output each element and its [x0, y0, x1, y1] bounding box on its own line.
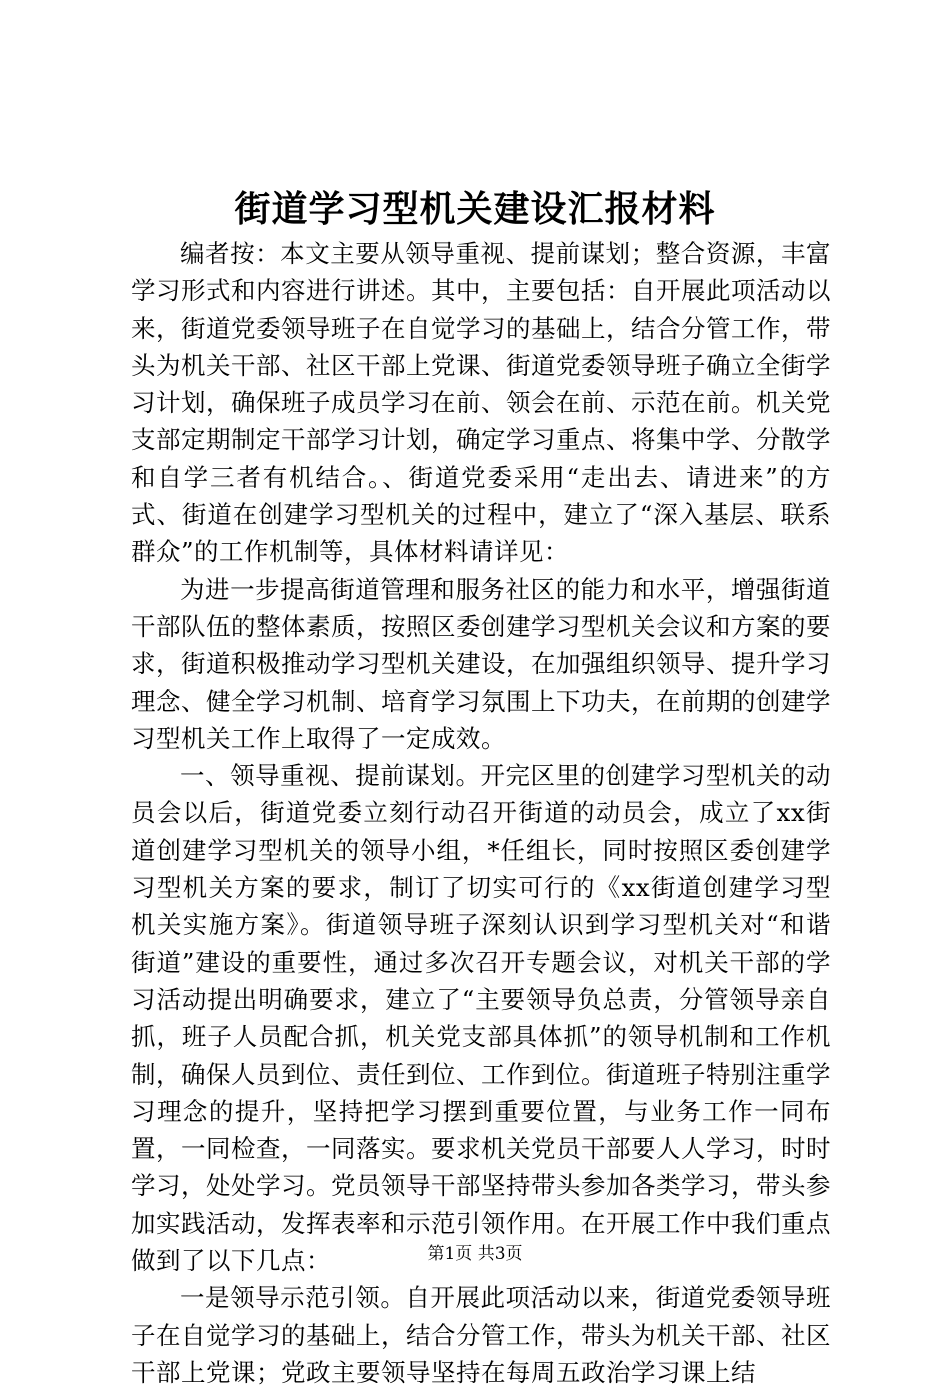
point-one-paragraph: 一是领导示范引领。自开展此项活动以来，街道党委领导班子在自觉学习的基础上，结合分管工作，带头为机关干部、社区干部上党课；党政主要领导坚持在每周五政治学习课上结 [131, 1283, 831, 1387]
editor-note-paragraph: 编者按：本文主要从领导重视、提前谋划；整合资源，丰富学习形式和内容进行讲述。其中，主要包括：自开展此项活动以来，街道党委领导班子在自觉学习的基础上，结合分管工作，带头为机关干部、社区干部上党课、街道党委领导班子确立全街学习计划，确保班子成员学习在前、领会在前、示范在前。机关党支部定期制定干部学习计划，确定学习重点、将集中学、分散学和自学三者有机结合。、街道党委采用“走出去、请进来”的方式、街道在创建学习型机关的过程中，建立了“深入基层、联系群众”的工作机制等，具体材料请详见： [131, 239, 831, 567]
document-title: 街道学习型机关建设汇报材料 [234, 188, 716, 230]
page-footer: 第1页 共3页 [427, 1244, 523, 1264]
document-body [131, 235, 831, 1391]
intro-paragraph: 为进一步提高街道管理和服务社区的能力和水平，增强街道干部队伍的整体素质，按照区委创建学习型机关会议和方案的要求，街道积极推动学习型机关建设，在加强组织领导、提升学习理念、健全学习机制、培育学习氛围上下功夫，在前期的创建学习型机关工作上取得了一定成效。 [131, 574, 831, 753]
section-one-paragraph: 一、领导重视、提前谋划。开完区里的创建学习型机关的动员会以后，街道党委立刻行动召开街道的动员会，成立了xx街道创建学习型机关的领导小组，*任组长，同时按照区委创建学习型机关方案的要求，制订了切实可行的《xx街道创建学习型机关实施方案》。街道领导班子深刻认识到学习型机关对“和谐街道”建设的重要性，通过多次召开专题会议，对机关干部的学习活动提出明确要求，建立了“主要领导负总责，分管领导亲自抓，班子人员配合抓，机关党支部具体抓”的领导机制和工作机制，确保人员到位、责任到位、工作到位。街道班子特别注重学习理念的提升，坚持把学习摆到重要位置，与业务工作一同布置，一同检查，一同落实。要求机关党员干部要人人学习，时时学习，处处学习。党员领导干部坚持带头参加各类学习，带头参加实践活动，发挥表率和示范引领作用。在开展工作中我们重点做到了以下几点： [131, 761, 831, 1276]
